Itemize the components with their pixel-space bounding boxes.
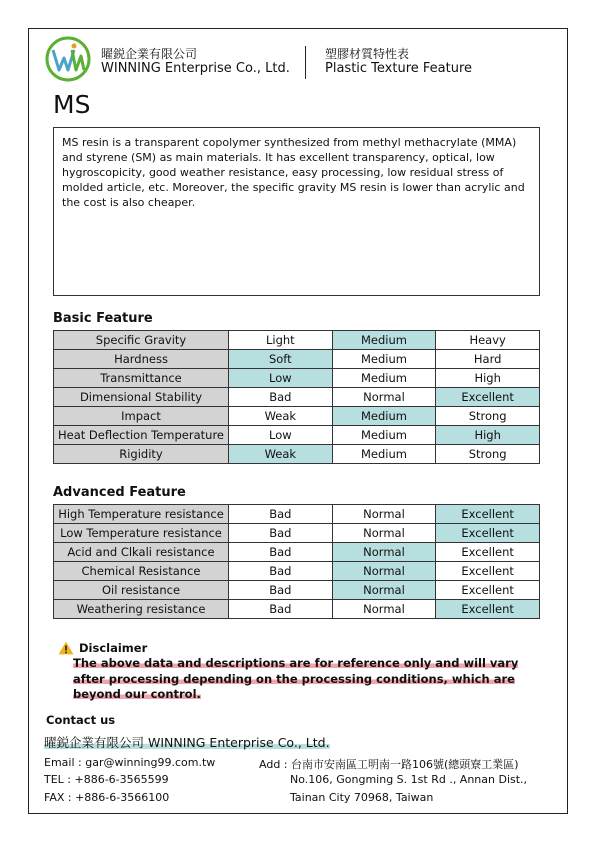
feature-value: Strong xyxy=(436,407,540,426)
feature-value: Bad xyxy=(229,600,333,619)
feature-row xyxy=(54,562,540,581)
basic-feature-title: Basic Feature xyxy=(53,311,153,326)
feature-value: Medium xyxy=(332,331,436,350)
feature-label: Chemical Resistance xyxy=(54,562,229,581)
feature-value: Hard xyxy=(436,350,540,369)
feature-label: Weathering resistance xyxy=(54,600,229,619)
feature-value: Heavy xyxy=(436,331,540,350)
feature-label: Transmittance xyxy=(54,369,229,388)
feature-value: Low xyxy=(229,369,333,388)
feature-row xyxy=(54,350,540,369)
feature-row xyxy=(54,505,540,524)
material-name: MS xyxy=(53,90,91,119)
feature-label: Low Temperature resistance xyxy=(54,524,229,543)
feature-label: Hardness xyxy=(54,350,229,369)
advanced-feature-table xyxy=(53,504,540,619)
feature-value: Normal xyxy=(332,600,436,619)
feature-value: Medium xyxy=(332,350,436,369)
warning-icon xyxy=(58,641,74,655)
header-divider xyxy=(305,46,306,79)
feature-value: Strong xyxy=(436,445,540,464)
disclaimer-text: The above data and descriptions are for reference only and will vary after processing depending on the processing conditions, which are beyond our control. xyxy=(73,656,519,701)
feature-value: Weak xyxy=(229,445,333,464)
feature-value: Medium xyxy=(332,445,436,464)
feature-row xyxy=(54,426,540,445)
feature-value: Normal xyxy=(332,505,436,524)
feature-value: Excellent xyxy=(436,388,540,407)
feature-value: Bad xyxy=(229,562,333,581)
feature-value: Weak xyxy=(229,407,333,426)
feature-value: Bad xyxy=(229,505,333,524)
contact-tel: TEL : +886-6-3565599 xyxy=(44,773,169,786)
feature-row xyxy=(54,543,540,562)
feature-value: Normal xyxy=(332,543,436,562)
feature-row xyxy=(54,388,540,407)
feature-value: Excellent xyxy=(436,524,540,543)
advanced-feature-title: Advanced Feature xyxy=(53,485,186,500)
feature-row xyxy=(54,600,540,619)
feature-value: Excellent xyxy=(436,581,540,600)
contact-fax: FAX : +886-6-3566100 xyxy=(44,791,170,804)
feature-label: Impact xyxy=(54,407,229,426)
document-title-cn: 塑膠材質特性表 xyxy=(325,47,410,61)
feature-value: Soft xyxy=(229,350,333,369)
feature-row xyxy=(54,581,540,600)
feature-label: Acid and Clkali resistance xyxy=(54,543,229,562)
feature-value: Bad xyxy=(229,524,333,543)
feature-value: Bad xyxy=(229,543,333,562)
feature-label: Heat Deflection Temperature xyxy=(54,426,229,445)
company-name-cn: 曜鋭企業有限公司 xyxy=(101,47,198,61)
feature-value: Light xyxy=(229,331,333,350)
feature-value: Excellent xyxy=(436,562,540,581)
feature-label: Specific Gravity xyxy=(54,331,229,350)
feature-value: Excellent xyxy=(436,505,540,524)
material-description: MS resin is a transparent copolymer synthesized from methyl methacrylate (MMA) and styrene (SM) as main materials. It has excellent transparency, optical, low hygroscopicity, good weather resistance, easy processing, low residual stress of molded article, etc. Moreover, the specific gravity MS resin is lower than acrylic and the cost is also cheaper. xyxy=(53,127,540,296)
contact-address-cn: Add : 台南市安南區工明南一路106號(總頭寮工業區) xyxy=(259,758,519,771)
feature-value: Bad xyxy=(229,581,333,600)
feature-row xyxy=(54,369,540,388)
feature-row xyxy=(54,407,540,426)
feature-label: High Temperature resistance xyxy=(54,505,229,524)
feature-value: Medium xyxy=(332,369,436,388)
feature-value: Normal xyxy=(332,388,436,407)
company-name-en: WINNING Enterprise Co., Ltd. xyxy=(101,61,290,76)
feature-row xyxy=(54,524,540,543)
document-title-en: Plastic Texture Feature xyxy=(325,61,473,76)
feature-value: High xyxy=(436,369,540,388)
contact-address-en-line1: No.106, Gongming S. 1st Rd ., Annan Dist., xyxy=(290,773,528,786)
feature-value: Medium xyxy=(332,407,436,426)
company-logo xyxy=(44,36,92,82)
feature-value: High xyxy=(436,426,540,445)
feature-value: Excellent xyxy=(436,543,540,562)
feature-row xyxy=(54,445,540,464)
feature-value: Excellent xyxy=(436,600,540,619)
feature-value: Normal xyxy=(332,524,436,543)
feature-value: Bad xyxy=(229,388,333,407)
contact-title: Contact us xyxy=(46,713,116,727)
basic-feature-table xyxy=(53,330,540,464)
feature-label: Dimensional Stability xyxy=(54,388,229,407)
feature-value: Low xyxy=(229,426,333,445)
feature-label: Oil resistance xyxy=(54,581,229,600)
contact-address-en-line2: Tainan City 70968, Taiwan xyxy=(290,791,434,804)
feature-row xyxy=(54,331,540,350)
feature-label: Rigidity xyxy=(54,445,229,464)
feature-value: Normal xyxy=(332,581,436,600)
contact-company: 曜鋭企業有限公司 WINNING Enterprise Co., Ltd. xyxy=(44,735,330,750)
feature-value: Normal xyxy=(332,562,436,581)
disclaimer-title: Disclaimer xyxy=(79,641,148,655)
feature-value: Medium xyxy=(332,426,436,445)
contact-email: Email : gar@winning99.com.tw xyxy=(44,756,216,769)
